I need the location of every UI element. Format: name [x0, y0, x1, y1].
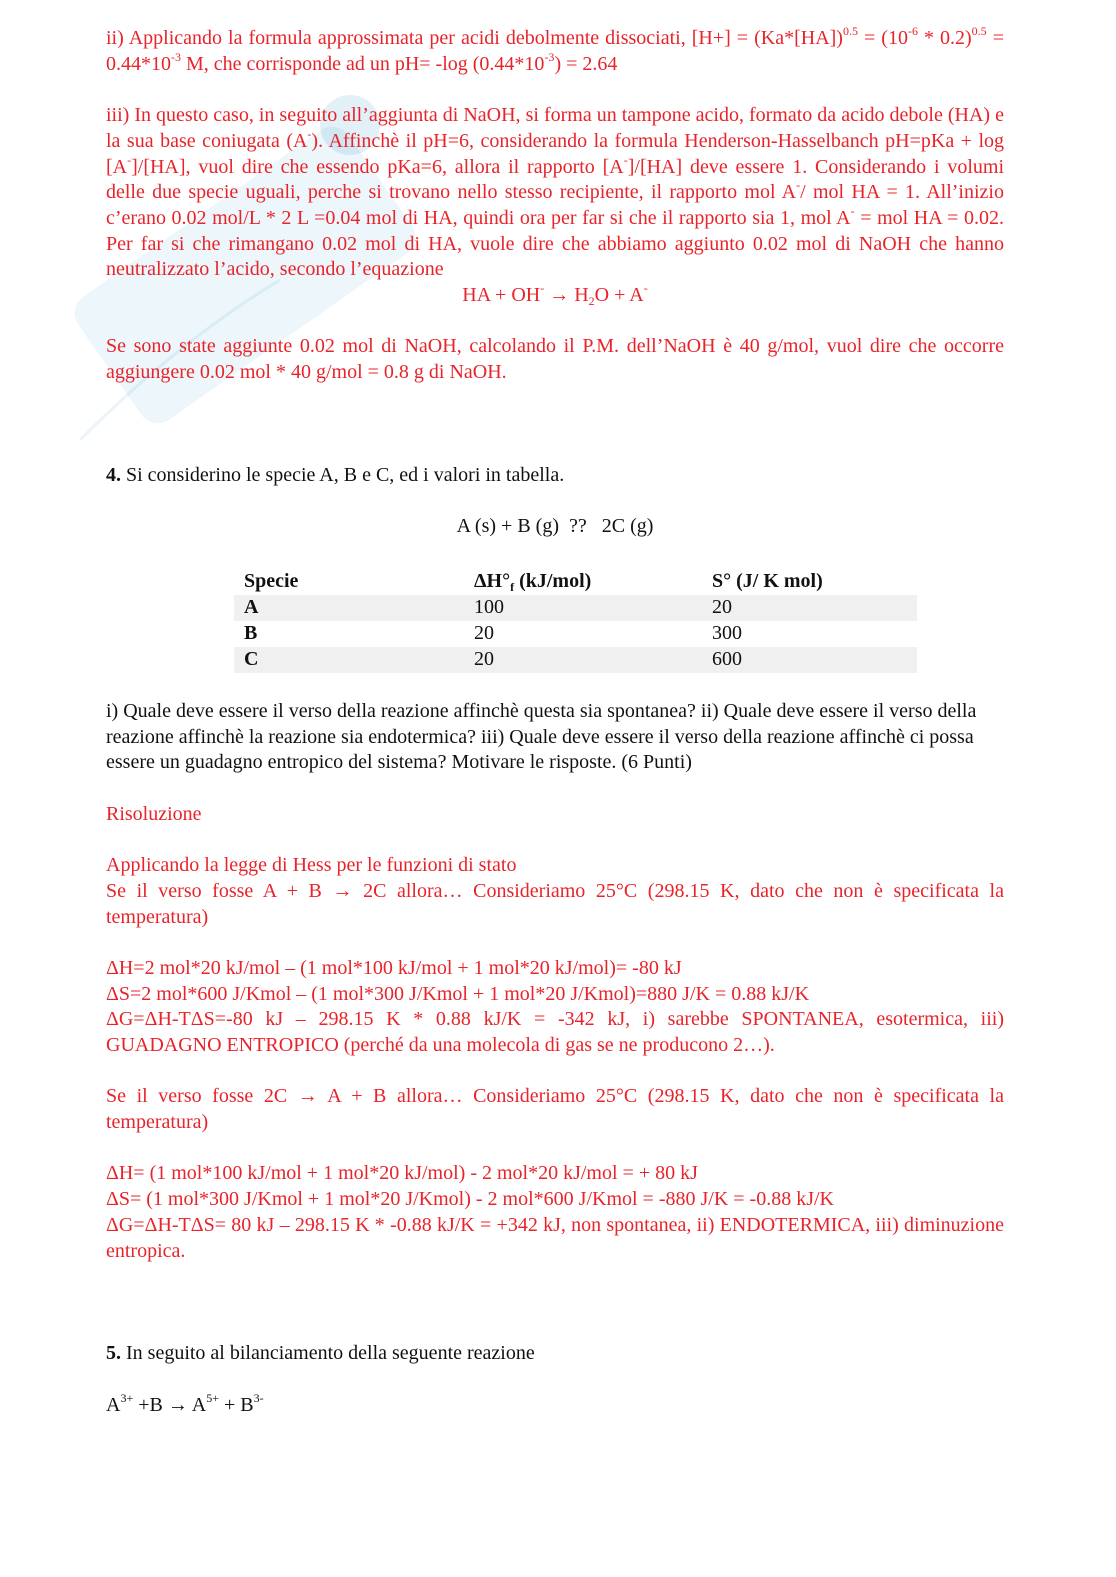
delta-h-2: ΔH= (1 mol*100 kJ/mol + 1 mol*20 kJ/mol) - 2 mol*20 kJ/mol = + 80 kJ — [106, 1162, 698, 1185]
question-4-text: i) Quale deve essere il verso della reazione affinchè questa sia spontanea? ii) Quale deve essere il verso della reazione affinchè la reazione sia endotermica? iii) Quale deve essere il verso della reazione affinchè ci possa essere un guadagno entropico del sistema? Motivare le risposte. (6 Punti) — [106, 699, 977, 774]
question-5-intro: 5. In seguito al bilanciamento della seguente reazione — [106, 1342, 535, 1365]
equation-neutralization: HA + $OH^- \to H_2O + A^-$ — [462, 281, 648, 309]
table-header-row: Specie $\Delta H^\circ_f$ (kJ/mol) S° (J/ K mol) — [244, 569, 823, 594]
hess-line: Applicando la legge di Hess per le funzioni di stato — [106, 854, 517, 877]
delta-s-2: ΔS= (1 mol*300 J/Kmol + 1 mol*20 J/Kmol) - 2 mol*600 J/Kmol = -880 J/K = -0.88 kJ/K — [106, 1188, 834, 1211]
verso-1: Se il verso fosse A + B → 2C allora… Consideriamo 25°C (298.15 K, dato che non è specificata la temperatura) — [106, 879, 1004, 928]
table-row: B 20 300 — [244, 622, 742, 645]
thermo-table — [234, 568, 917, 673]
delta-g-2: ΔG=ΔH-TΔS= 80 kJ – 298.15 K * -0.88 kJ/K = +342 kJ, non spontanea, ii) ENDOTERMICA, iii) diminuzione entropica. — [106, 1213, 1004, 1262]
verso-2: Se il verso fosse 2C → A + B allora… Consideriamo 25°C (298.15 K, dato che non è specificata la temperatura) — [106, 1085, 1004, 1134]
paragraph-conclusion: Se sono state aggiunte 0.02 mol di NaOH, calcolando il P.M. dell’NaOH è 40 g/mol, vuol dire che occorre aggiungere 0.02 mol * 40 g/mol = 0.8 g di NaOH. — [106, 335, 1004, 384]
table-row: C 20 600 — [234, 647, 917, 673]
delta-g-1: ΔG=ΔH-TΔS=-80 kJ – 298.15 K * 0.88 kJ/K = -342 kJ, i) sarebbe SPONTANEA, esotermica, iii) GUADAGNO ENTROPICO (perché da una molecola di gas se ne producono 2…). — [106, 1008, 1004, 1056]
document-page — [106, 26, 1004, 1418]
delta-s-1: ΔS=2 mol*600 J/Kmol – (1 mol*300 J/Kmol + 1 mol*20 J/Kmol)=880 J/K = 0.88 kJ/K — [106, 982, 810, 1005]
arrow-icon: → — [167, 1393, 188, 1416]
question-4-intro: 4. Si considerino le specie A, B e C, ed i valori in tabella. — [106, 463, 565, 486]
arrow-icon: → — [544, 284, 575, 307]
arrow-icon: → — [332, 879, 353, 902]
risoluzione-heading: Risoluzione — [106, 802, 202, 825]
delta-h-1: ΔH=2 mol*20 kJ/mol – (1 mol*100 kJ/mol + 1 mol*20 kJ/mol)= -80 kJ — [106, 956, 682, 979]
paragraph-ii: ii) Applicando la formula approssimata per acidi debolmente dissociati, $[H+] = (Ka*[HA])^{0.5} = (10^{-6} * 0.2)^{0.5} = 0.44*10^{-3}$ M, che corrisponde ad un pH= -log $(0.44*10^{-3}) = 2.64$ — [106, 24, 1004, 75]
table-row: A 100 20 — [234, 595, 917, 621]
redox-reaction: $A^{3+} +B \to A^{5+} + B^{3-}$ — [106, 1390, 264, 1416]
reaction-equation: A (s) + B (g) ?? 2C (g) — [456, 515, 654, 538]
arrow-icon: → — [297, 1085, 318, 1108]
paragraph-iii: iii) In questo caso, in seguito all’aggiunta di NaOH, si forma un tampone acido, formato da acido debole (HA) e la sua base coniugata (A-). Affinchè il pH=6, considerando la formula Henderson-Hasselbanch pH=pKa + log [A-]/[HA], vuol dire che essendo pKa=6, allora il rapporto [A-]/[HA] deve essere 1. Considerando i volumi delle due specie uguali, perche si trovano nello stesso recipiente, il rapporto mol A-/ mol HA = 1. All’inizio c’erano 0.02 mol/L * 2 L =0.04 mol di HA, quindi ora per far si che il rapporto sia 1, mol A- = mol HA = 0.02. Per far si che rimangano 0.02 mol di HA, vuole dire che abbiamo aggiunto 0.02 mol di NaOH che hanno neutralizzato l’acido, secondo l’equazione — [106, 104, 1005, 281]
